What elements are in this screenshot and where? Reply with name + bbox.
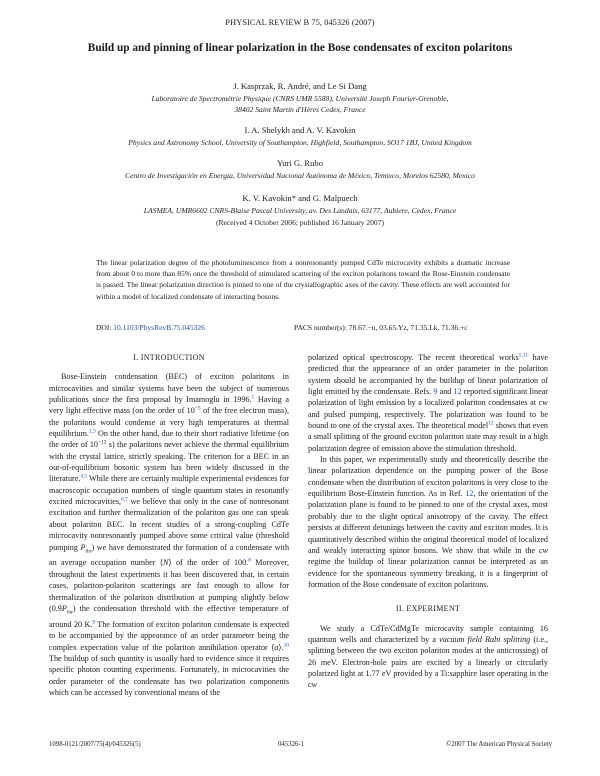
author-affiliation	[40, 94, 560, 115]
author-affiliation	[40, 171, 560, 182]
body-paragraph: In this paper, we experimentally study and theoretically describe the linear polarization dependence on the pumping power of the Bose condensate when the distribution of exciton polaritons is very close to the equilibrium Bose-Einstein function. As in Ref. 12, the orientation of the polarization plane is found to be pinned to one of the crystal axes, most probably due to the slight optical anisotropy of the cavity. The effect persists at different detunings between the cavity and exciton modes. It is quantitatively described within the original theoretical model of localized and weakly interacting spinor bosons. We show that while in the cw regime the buildup of linear polarization cannot be interpreted as an evidence for the spontaneous symmetry breaking, it is a fingerprint of formation of the Bose condensate of exciton polaritons.	[308, 455, 548, 589]
left-column	[49, 352, 289, 698]
body-paragraph: We study a CdTe/CdMgTe microcavity sample containing 16 quantum wells and characterized by a vacuum field Rabi splitting (i.e., splitting between the two exciton polariton modes at the anticrossing) of 26 meV. Electron-hole pairs are excited by a linearly or circularly polarized light at 1.77 eV provided by a Ti:sapphire laser operating in the cw	[308, 623, 548, 690]
author-names: I. A. Shelykh and A. V. Kavokin	[244, 125, 356, 135]
pacs-numbers: PACS number(s): 78.67.−n, 03.65.Yz, 71.35.Lk, 71.36.+c	[294, 323, 468, 332]
identifiers-row	[96, 323, 510, 332]
author-affiliation	[40, 138, 560, 149]
affiliation-line: Physics and Astronomy School, University of Southampton, Highfield, Southampton, SO17 1BJ, United Kingdom	[128, 138, 472, 147]
affiliation-line: Centro de Investigación en Energía, Universidad Nacional Autónoma de México, Temixco, Morelos 62580, Mexico	[125, 171, 475, 180]
journal-header: PHYSICAL REVIEW B 75, 045326 (2007)	[225, 18, 375, 27]
section-heading-experiment: II. EXPERIMENT	[395, 604, 461, 614]
section-heading-introduction: I. INTRODUCTION	[133, 353, 205, 362]
author-affiliation	[40, 206, 560, 217]
author-names: K. V. Kavokin* and G. Malpuech	[242, 193, 358, 203]
affiliation-line: 38402 Saint Martin d'Hères Cedex, France	[234, 104, 366, 114]
body-paragraph: Bose-Einstein condensation (BEC) of exciton polaritons in microcavities and similar systems have been the subject of numerous publications since the first proposal by Imamoglu in 1996.$^1$ Having a very light effective mass (on the order of $10^{-5}$ of the free electron mass), the polaritons would condense at very high temperatures at thermal equilibrium.$^{2,3}$ On the other hand, due to their short radiative lifetime (on the order of $10^{-12}$ s) the polaritons never achieve the thermal equilibrium with the crystal lattice, strictly speaking. The criterion for a BEC in an out-of-equilibrium bosonic system has been widely discussed in the literature.$^{4,5}$ While there are certainly multiple experimental evidences for macroscopic occupation numbers of single quantum states in resonantly excited microcavities,$^{6,7}$ we believe that only in the case of nonresonant excitation and further thermalization of the polariton gas one can speak about polariton BEC. In recent studies of a strong-coupling CdTe microcavity nonresonantly pumped above some critical value (threshold pumping $P_{thr}$) we have demonstrated the formation of a condensate with an average occupation number ⟨N⟩ of the order of 100.$^8$ Moreover, throughout the latest experiments it has been discovered that, in certain cases, polariton-polariton scatterings are fast enough to allow for thermalization of the polariton distribution at pumping slightly below $(0.9P_{thr})$ the condensation threshold with the effective temperature of around 20 K.$^9$ The formation of exciton polariton condensate is expected to be accompanied by the appearance of an order parameter being the complex expectation value of the polariton annihilation operator ⟨a⟩.$^{10}$ The buildup of such quantity is usually hard to evidence since it requires specific photon counting experiments. Fortunately, in microcavities the order parameter of the condensate has two polarization components which can be accessed by conventional means of the	[49, 372, 290, 697]
paper-title: Build up and pinning of linear polarization in the Bose condensates of exciton polaritons	[87, 42, 513, 54]
author-names: J. Kasprzak, R. André, and Le Si Dang	[233, 81, 367, 91]
footer-page-number: 045326-1	[278, 741, 305, 748]
received-date: (Received 4 October 2006; published 16 January 2007)	[215, 218, 385, 227]
doi-link[interactable]: 10.1103/PhysRevB.75.045326	[113, 323, 205, 332]
affiliation-line: Laboratoire de Spectrométrie Physique (CNRS UMR 5588), Université Joseph Fourier-Grenoble,	[151, 94, 449, 103]
right-column	[308, 352, 548, 691]
doi-label: DOI:	[96, 323, 112, 332]
abstract: The linear polarization degree of the photoluminescence from a nonresonantly pumped CdTe microcavity exhibits a dramatic increase from about 0 to more than 85% once the threshold of stimulated scattering of the exciton polaritons toward the Bose-Einstein condensate is passed. The linear polarization direction is pinned to one of the crystallographic axes of the cavity. These effects are well accounted for within a model of localized condensate of interacting bosons.	[96, 258, 510, 301]
footer-copyright: ©2007 The American Physical Society	[446, 741, 552, 748]
author-names: Yuri G. Rubo	[276, 158, 324, 168]
body-paragraph: polarized optical spectroscopy. The recent theoretical works$^{5,11}$ have predicted that the appearance of an order parameter in the polariton system should be accompanied by the buildup of linear polarization of light emitted by the condensate. Refs. 9 and 12 reported significant linear polarization of light emission by a localized polariton condensates at cw and pulsed pumping, respectively. The polarization was found to be bound to one of the crystal axes. The theoretical model$^{12}$ shows that even a small splitting of the ground exciton polariton state may result in a high polarization degree of emission above the stimulation threshold.	[308, 352, 549, 453]
footer-issn: 1098-0121/2007/75(4)/045326(5)	[49, 741, 141, 748]
affiliation-line: LASMEA, UMR6602 CNRS-Blaise Pascal University, av. Des Landais, 63177, Aubiere, Cedex, France	[143, 206, 457, 215]
